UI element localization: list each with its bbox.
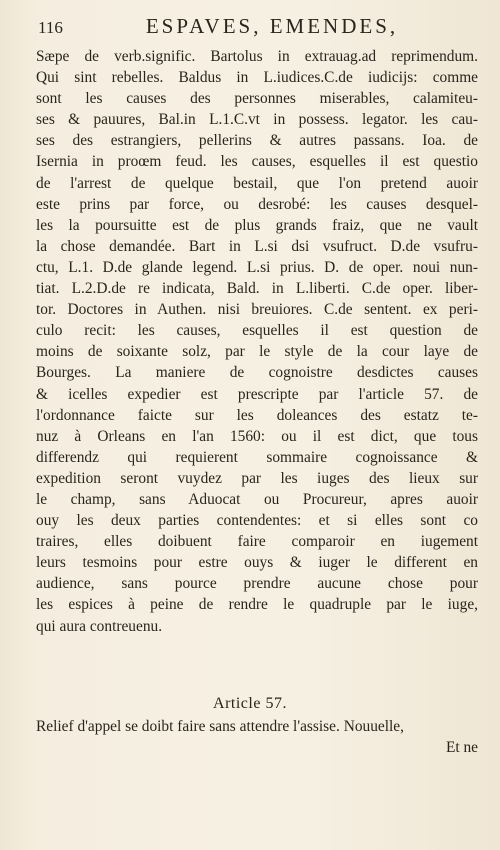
text-line: & icelles expedier est prescripte par l'article 57. de <box>36 385 478 403</box>
text-line: Isernia in proœm feud. les causes, esquelles il est questio <box>36 153 478 171</box>
article-heading: Article 57. <box>213 695 287 712</box>
text-line: Sæpe de verb.signific. Bartolus in extrauag.ad reprimendum. <box>36 48 478 65</box>
text-line: ses des estrangiers, pellerins & autres passans. Ioa. de <box>36 132 478 150</box>
text-line: expedition seront vuydez par les iuges des lieux sur <box>36 469 478 487</box>
text-line: leurs tesmoins pour estre ouys & iuger le different en <box>36 554 478 572</box>
text-line: ouy les deux parties contendentes: et si elles sont co <box>36 512 478 530</box>
text-line: les la poursuitte est de plus grands fraiz, que ne vault <box>36 216 478 234</box>
running-title: ESPAVES, EMENDES, <box>145 14 399 38</box>
text-line: Qui sint rebelles. Baldus in L.iudices.C.de iudicijs: comme <box>36 69 478 87</box>
text-line: la chose demandée. Bart in L.si dsi vsufruct. D.de vsufru- <box>36 237 478 255</box>
text-line: ses & pauures, Bal.in L.1.C.vt in possess. legator. les cau- <box>36 111 478 129</box>
text-line: audience, sans pource prendre aucune chose pour <box>36 575 478 593</box>
article-line: Relief d'appel se doibt faire sans attendre l'assise. Nouuelle, <box>36 718 404 735</box>
text-line: Bourges. La maniere de cognoistre desdictes causes <box>36 364 478 382</box>
text-line: ctu, L.1. D.de glande legend. L.si prius. D. de oper. noui nun- <box>36 258 478 276</box>
text-line: tiat. L.2.D.de re indicata, Bald. in L.liberti. C.de oper. liber- <box>36 280 478 298</box>
page-number: 116 <box>38 18 63 37</box>
text-line: nuz à Orleans en l'an 1560: ou il est dict, que tous <box>36 427 478 445</box>
page-header <box>38 14 474 44</box>
text-line: le champ, sans Aduocat ou Procureur, apres auoir <box>36 490 478 508</box>
text-line: qui aura contreuenu. <box>36 617 163 635</box>
text-line: este prins par force, ou desrobé: les causes desquel- <box>36 195 478 213</box>
catchword: Et ne <box>445 739 478 756</box>
text-line: moins de soixante solz, par le style de la cour laye de <box>36 343 478 361</box>
text-line: l'ordonnance faicte sur les doleances des estatz te- <box>36 406 478 424</box>
text-line: traires, elles doibuent faire comparoir en iugement <box>36 533 478 551</box>
text-line: culo recit: les causes, esquelles il est question de <box>36 322 478 340</box>
text-line: differendz qui requierent sommaire cognoissance & <box>36 448 478 466</box>
article-text <box>36 716 478 758</box>
text-line: tor. Doctores in Authen. nisi breuiores. C.de sentent. ex peri- <box>36 301 478 319</box>
text-line: sont les causes des personnes miserables, calamiteu- <box>36 90 478 108</box>
text-line: de l'arrest de quelque bestail, que l'on pretend auoir <box>36 174 478 192</box>
body-text <box>36 46 478 637</box>
text-line: les espices à peine de rendre le quadruple par le iuge, <box>36 596 478 614</box>
